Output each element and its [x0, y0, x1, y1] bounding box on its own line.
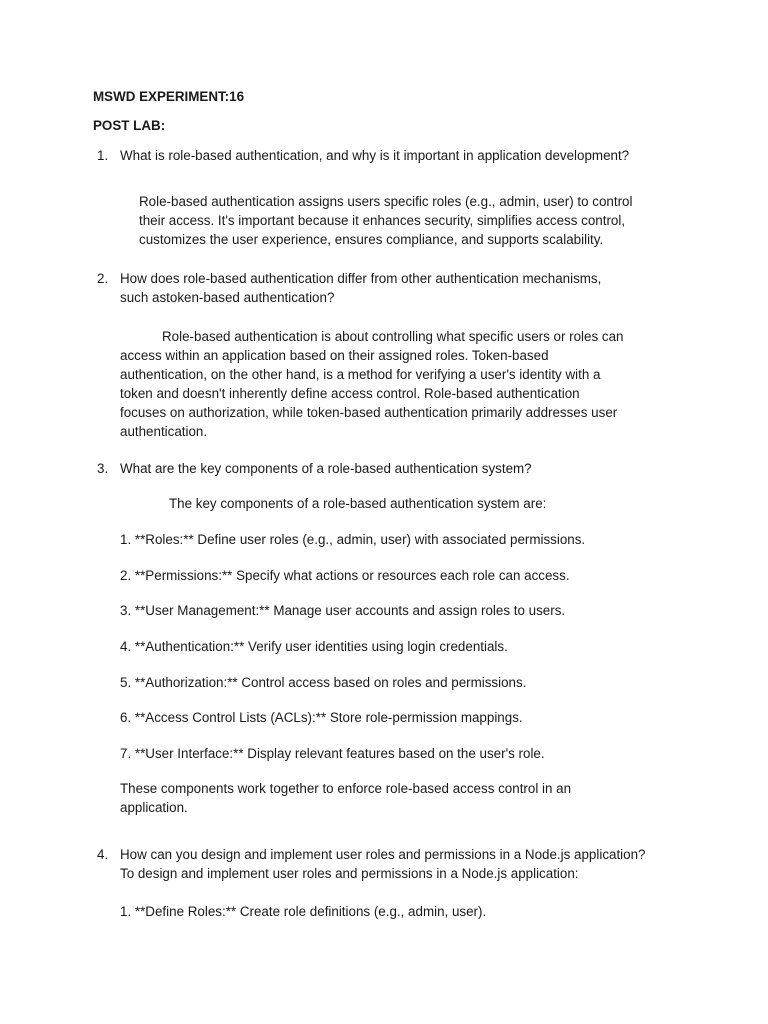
q3-number: 3.: [97, 461, 109, 476]
component-item: 7. **User Interface:** Display relevant features based on the user's role.: [120, 746, 545, 761]
q1-answer-line: Role-based authentication assigns users specific roles (e.g., admin, user) to control: [139, 194, 633, 209]
component-item: 1. **Roles:** Define user roles (e.g., admin, user) with associated permissions.: [120, 532, 586, 547]
q2-answer-line: access within an application based on their assigned roles. Token-based: [120, 348, 549, 363]
q3-closing-line: application.: [120, 800, 188, 815]
q4-question-line: How can you design and implement user roles and permissions in a Node.js application?: [120, 847, 646, 862]
q3-intro: The key components of a role-based authentication system are:: [169, 496, 547, 511]
q2-question-line: such astoken-based authentication?: [120, 290, 335, 305]
component-item: 5. **Authorization:** Control access based on roles and permissions.: [120, 675, 527, 690]
q4-question-line: To design and implement user roles and permissions in a Node.js application:: [120, 866, 579, 881]
q2-answer-line: authentication, on the other hand, is a method for verifying a user's identity with a: [120, 367, 601, 382]
q1-question: What is role-based authentication, and why is it important in application development?: [120, 148, 630, 163]
section-heading: POST LAB:: [93, 118, 166, 133]
q1-number: 1.: [97, 148, 109, 163]
q1-answer-line: customizes the user experience, ensures compliance, and supports scalability.: [139, 232, 604, 247]
q4-step-item: 1. **Define Roles:** Create role definitions (e.g., admin, user).: [120, 904, 487, 919]
q2-answer-line: focuses on authorization, while token-based authentication primarily addresses user: [120, 405, 618, 420]
q2-answer-line: token and doesn't inherently define access control. Role-based authentication: [120, 386, 580, 401]
q1-answer-line: their access. It's important because it enhances security, simplifies access control,: [139, 213, 626, 228]
document-title: MSWD EXPERIMENT:16: [93, 89, 245, 104]
q4-number: 4.: [97, 847, 109, 862]
component-item: 2. **Permissions:** Specify what actions or resources each role can access.: [120, 568, 570, 583]
q2-answer-line: authentication.: [120, 424, 208, 439]
q3-question: What are the key components of a role-based authentication system?: [120, 461, 532, 476]
q2-number: 2.: [97, 271, 109, 286]
q2-question-line: How does role-based authentication differ from other authentication mechanisms,: [120, 271, 602, 286]
component-item: 4. **Authentication:** Verify user identities using login credentials.: [120, 639, 508, 654]
component-item: 3. **User Management:** Manage user accounts and assign roles to users.: [120, 603, 566, 618]
component-item: 6. **Access Control Lists (ACLs):** Store role-permission mappings.: [120, 710, 523, 725]
q3-closing-line: These components work together to enforce role-based access control in an: [120, 781, 572, 796]
q2-answer-line: Role-based authentication is about controlling what specific users or roles can: [162, 329, 624, 344]
